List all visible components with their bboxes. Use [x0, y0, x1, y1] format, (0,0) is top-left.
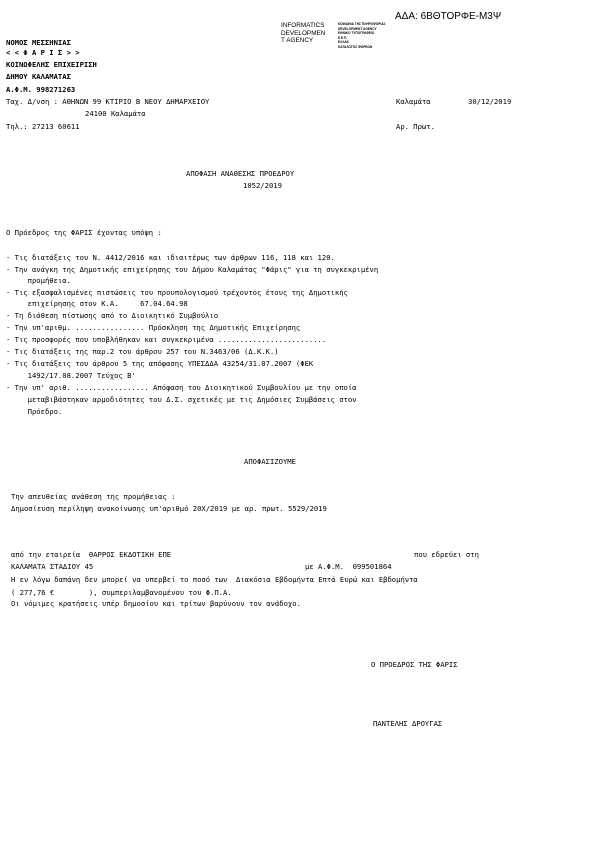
consideration-line: - Τις διατάξεις του άρθρου 5 της απόφασης ΥΠΕΣΔΔΑ 43254/31.07.2007 (ΦΕΚ: [6, 359, 314, 368]
consideration-line: μεταβιβάστηκαν αρμοδιότητες του Δ.Σ. σχετικές με τις Δημόσιες Συμβάσεις στον: [6, 395, 357, 404]
signature-role: Ο ΠΡΟΕΔΡΟΣ ΤΗΣ ΦΑΡΙΣ: [371, 660, 458, 669]
diavgeia-logo: [281, 22, 401, 48]
document-title: ΑΠΟΦΑΣΗ ΑΝΑΘΕΣΗΣ ΠΡΟΕΔΡΟΥ: [186, 169, 295, 178]
decide-heading: ΑΠΟΦΑΣΙΖΟΥΜΕ: [244, 457, 296, 466]
org-address: Ταχ. Δ/νση : ΑΘΗΝΩΝ 99 ΚΤΙΡΙΟ Β ΝΕΟΥ ΔΗΜΑΡΧΕΙΟΥ: [6, 97, 210, 106]
org-line-2: < < Φ Α Ρ Ι Σ > >: [6, 48, 80, 57]
consideration-line: επιχείρησης στον Κ.Α. 67.04.64.98: [6, 299, 188, 308]
cost-line: Οι νόμιμες κρατήσεις υπέρ δημοσίου και τρίτων βαρύνουν τον ανάδοχο.: [11, 599, 301, 608]
consideration-line: - Τις διατάξεις του Ν. 4412/2016 και ιδιαιτέρως των άρθρων 116, 118 και 120.: [6, 253, 335, 262]
consideration-line: - Την υπ'αριθμ. ................ Πρόσκληση της Δημοτικής Επιχείρησης: [6, 323, 301, 332]
intro-text: Ο Πρόεδρος της ΦΑΡΙΣ έχοντας υπόψη :: [6, 228, 162, 237]
logo-greek-text: ΚΟΙΝΩΝΙΑ ΤΗΣ ΠΛΗΡΟΦΟΡΙΑΣ DEVELOPMENT AGENCY ΕΘΝΙΚΟ ΤΥΠΟΓΡΑΦΕΙΟ Ε.Ε.Π. ΕΛΛΑΚ ΚΑΤΑΛΟΓΟΣ ΦΟΡΕΩΝ: [338, 22, 386, 49]
consideration-line: - Τη διάθεση πίστωσης από το Διοικητικό Συμβούλιο: [6, 311, 219, 320]
company-name: από την εταιρεία ΘΑΡΡΟΣ ΕΚΔΟΤΙΚΗ ΕΠΕ: [11, 550, 172, 559]
cost-line: Η εν λόγω δαπάνη δεν μπορεί να υπερβεί το ποσό των Διακόσια Εβδομήντα Επτά Ευρώ και Εβδομήντα: [11, 575, 418, 584]
logo-english-text: INFORMATICS DEVELOPMEN T AGENCY: [281, 22, 326, 45]
date-label: Καλαμάτα: [396, 97, 431, 106]
company-located: που εδρεύει στη: [414, 550, 479, 559]
cost-amount: ( 277,76 € ), συμπεριλαμβανομένου του Φ.Π.Α.: [11, 588, 232, 597]
consideration-line: - Τις διατάξεις της παρ.2 του άρθρου 257 του Ν.3463/06 (Δ.Κ.Κ.): [6, 347, 279, 356]
decision-line: Δημοσίευση περίληψη ανακοίνωσης υπ'αριθμό 20Χ/2019 με αρ. πρωτ. 5529/2019: [11, 504, 327, 513]
consideration-line: - Τις προσφορές που υποβλήθηκαν και συγκεκριμένα .........................: [6, 335, 327, 344]
consideration-line: - Την ανάγκη της Δημοτικής επιχείρησης του Δήμου Καλαμάτας "Φάρις" για τη συγκεκριμένη: [6, 265, 379, 274]
consideration-line: - Τις εξασφαλισμένες πιστώσεις του προυπολογισμού τρέχοντος έτους της Δημοτικής: [6, 288, 348, 297]
org-postcode: 24100 Καλαμάτα: [85, 109, 146, 118]
protocol-label: Αρ. Πρωτ.: [396, 122, 435, 131]
org-line-3: ΚΟΙΝΩΦΕΛΗΣ ΕΠΙΧΕΙΡΙΣΗ: [6, 60, 97, 69]
signature-name: ΠΑΝΤΕΛΗΣ ΔΡΟΥΓΑΣ: [373, 719, 443, 728]
company-address: ΚΑΛΑΜΑΤΑ ΣΤΑΔΙΟΥ 45: [11, 562, 94, 571]
document-date: 30/12/2019: [468, 97, 512, 106]
decision-line: Την απευθείας ανάθεση της προμήθειας :: [11, 492, 176, 501]
org-afm: Α.Φ.Μ. 998271263: [6, 85, 76, 94]
consideration-line: προμήθεια.: [6, 276, 71, 285]
org-line-1: ΝΟΜΟΣ ΜΕΣΣΗΝΙΑΣ: [6, 38, 71, 47]
consideration-line: Πρόεδρο.: [6, 407, 63, 416]
consideration-line: 1492/17.08.2007 Τεύχος Β': [6, 371, 136, 380]
consideration-line: - Την υπ' αριθ. ................. Απόφαση του Διοικητικού Συμβουλίου με την οποία: [6, 383, 357, 392]
company-afm: με Α.Φ.Μ. 099501864: [305, 562, 392, 571]
ada-number: ΑΔΑ: 6ΒΘΤΟΡΦΕ-Μ3Ψ: [395, 11, 502, 22]
decision-number: 1052/2019: [243, 181, 282, 190]
org-line-4: ΔΗΜΟΥ ΚΑΛΑΜΑΤΑΣ: [6, 72, 71, 81]
org-phone: Τηλ.: 27213 60611: [6, 122, 80, 131]
